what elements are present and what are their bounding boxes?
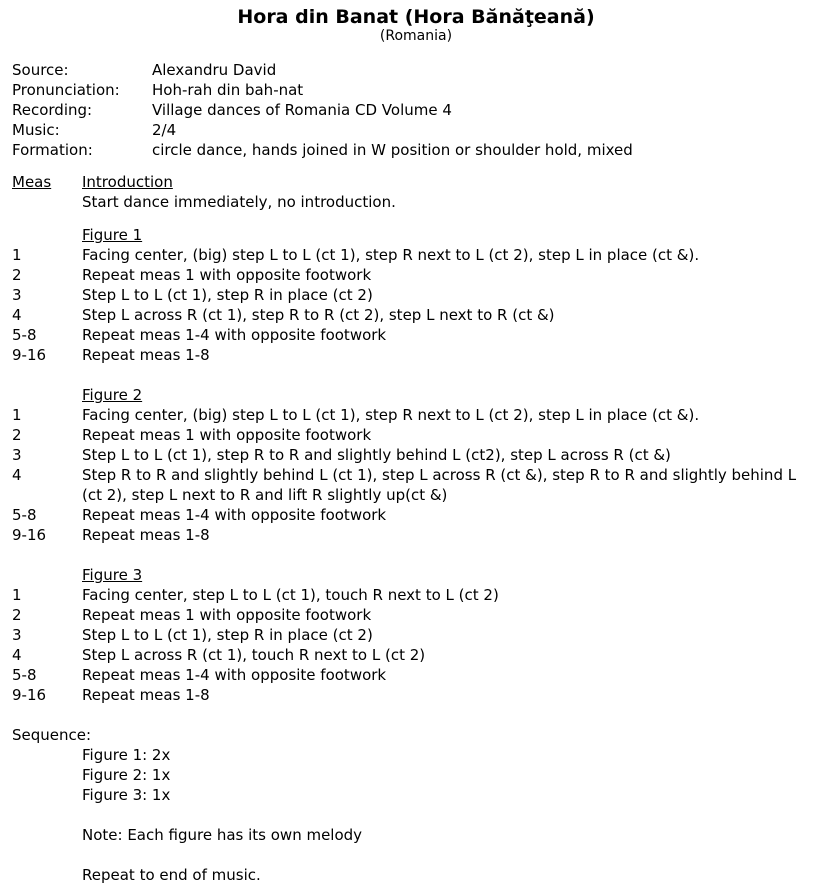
page-title: Hora din Banat (Hora Bănăţeană) (237, 6, 595, 28)
instruction-row (12, 605, 820, 625)
meas-cell: 1 (12, 406, 22, 424)
instruction-row (12, 192, 820, 212)
meas-cell: 4 (12, 466, 22, 484)
metadata-label: Pronunciation: (12, 81, 120, 99)
metadata-value: circle dance, hands joined in W position or shoulder hold, mixed (152, 141, 633, 159)
instruction-text: Repeat meas 1-4 with opposite footwork (82, 666, 387, 684)
instruction-text: Step L to L (ct 1), step R to R and slightly behind L (ct2), step L across R (ct &) (82, 446, 671, 464)
instruction-text: Repeat meas 1-8 (82, 526, 210, 544)
meas-cell: 9-16 (12, 686, 47, 704)
instruction-row (12, 405, 820, 425)
instruction-text: Repeat meas 1-4 with opposite footwork (82, 506, 387, 524)
instruction-text: Repeat meas 1-8 (82, 346, 210, 364)
section-heading-introduction: Introduction (82, 173, 173, 191)
instruction-text: Step L to L (ct 1), step R in place (ct 2) (82, 286, 373, 304)
instruction-text: Facing center, (big) step L to L (ct 1), step R next to L (ct 2), step L in place (ct &). (82, 406, 700, 424)
section-heading-figure3: Figure 3 (82, 566, 143, 584)
meas-cell: 3 (12, 446, 22, 464)
sequence-note: Note: Each figure has its own melody (82, 826, 363, 844)
meas-cell: 3 (12, 286, 22, 304)
sequence-label: Sequence: (12, 726, 92, 744)
instruction-row (12, 345, 820, 365)
instruction-row (12, 285, 820, 305)
instruction-text: Repeat meas 1 with opposite footwork (82, 266, 372, 284)
meas-cell: 4 (12, 306, 22, 324)
instruction-text: Step R to R and slightly behind L (ct 1), step L across R (ct &), step R to R and slightly behind L (ct 2), step L next to R and lift R slightly up(ct &) (82, 466, 797, 504)
instruction-row (12, 465, 820, 505)
instruction-text: Repeat meas 1 with opposite footwork (82, 426, 372, 444)
figure3-heading-row (12, 565, 820, 585)
instruction-text: Repeat meas 1-8 (82, 686, 210, 704)
instruction-row (12, 305, 820, 325)
introduction-heading-row (12, 172, 820, 192)
figure2-heading-row (12, 385, 820, 405)
instruction-row (12, 625, 820, 645)
instruction-row (12, 685, 820, 705)
instruction-row (12, 245, 820, 265)
instruction-text: Repeat meas 1 with opposite footwork (82, 606, 372, 624)
sequence-item: Figure 3: 1x (82, 786, 171, 804)
meas-cell: 5-8 (12, 666, 37, 684)
metadata-row-music (12, 120, 820, 140)
instruction-text: Step L to L (ct 1), step R in place (ct 2) (82, 626, 373, 644)
metadata-value: Hoh-rah din bah-nat (152, 81, 304, 99)
meas-cell: 5-8 (12, 506, 37, 524)
meas-column-header: Meas (12, 173, 52, 191)
sequence-item: Figure 1: 2x (82, 746, 171, 764)
instruction-row (12, 665, 820, 685)
metadata-label: Music: (12, 121, 60, 139)
section-heading-figure1: Figure 1 (82, 226, 143, 244)
meas-cell: 2 (12, 266, 22, 284)
instruction-text: Facing center, step L to L (ct 1), touch R next to L (ct 2) (82, 586, 499, 604)
instruction-text: Step L across R (ct 1), step R to R (ct 2), step L next to R (ct &) (82, 306, 555, 324)
instruction-text: Start dance immediately, no introduction. (82, 193, 396, 211)
metadata-value: Alexandru David (152, 61, 277, 79)
metadata-row-pronunciation (12, 80, 820, 100)
sequence-item: Figure 2: 1x (82, 766, 171, 784)
instruction-row (12, 585, 820, 605)
page-subtitle: (Romania) (379, 28, 453, 44)
metadata-block (12, 60, 820, 160)
metadata-value: Village dances of Romania CD Volume 4 (152, 101, 452, 119)
instruction-text: Repeat meas 1-4 with opposite footwork (82, 326, 387, 344)
section-heading-figure2: Figure 2 (82, 386, 143, 404)
meas-cell: 1 (12, 246, 22, 264)
metadata-row-formation (12, 140, 820, 160)
instruction-text: Step L across R (ct 1), touch R next to L (ct 2) (82, 646, 426, 664)
meas-cell: 9-16 (12, 346, 47, 364)
metadata-row-source (12, 60, 820, 80)
metadata-label: Source: (12, 61, 69, 79)
metadata-label: Recording: (12, 101, 93, 119)
meas-cell: 1 (12, 586, 22, 604)
meas-cell: 3 (12, 626, 22, 644)
instruction-text: Facing center, (big) step L to L (ct 1), step R next to L (ct 2), step L in place (ct &). (82, 246, 700, 264)
instruction-row (12, 265, 820, 285)
meas-cell (12, 192, 82, 212)
meas-cell: 4 (12, 646, 22, 664)
meas-cell: 2 (12, 426, 22, 444)
metadata-label: Formation: (12, 141, 93, 159)
instruction-row (12, 505, 820, 525)
meas-cell: 5-8 (12, 326, 37, 344)
instruction-row (12, 645, 820, 665)
sequence-closing: Repeat to end of music. (82, 866, 261, 884)
meas-cell: 9-16 (12, 526, 47, 544)
meas-cell: 2 (12, 606, 22, 624)
metadata-row-recording (12, 100, 820, 120)
figure1-heading-row (12, 225, 820, 245)
metadata-value: 2/4 (152, 121, 177, 139)
instruction-row (12, 425, 820, 445)
instruction-row (12, 445, 820, 465)
instruction-row (12, 525, 820, 545)
instruction-row (12, 325, 820, 345)
